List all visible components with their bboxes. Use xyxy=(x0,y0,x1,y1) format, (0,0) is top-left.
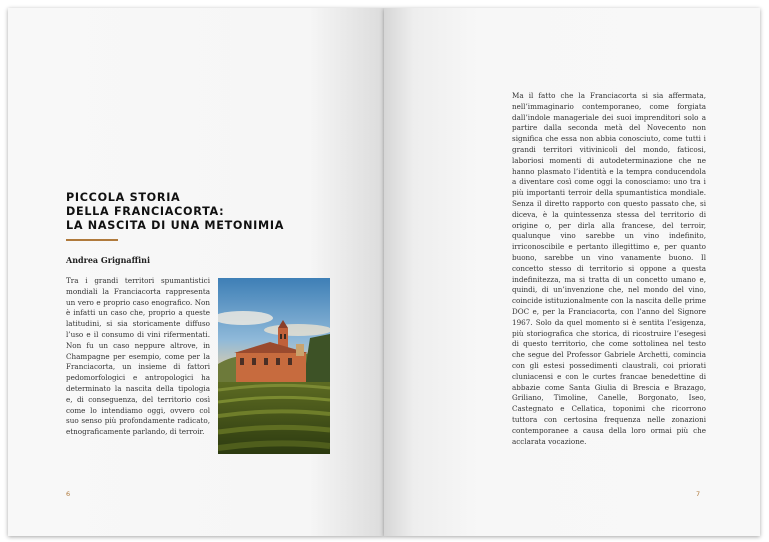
chapter-title-line: DELLA FRANCIACORTA: xyxy=(66,205,225,218)
left-page xyxy=(8,8,384,536)
chapter-title-line: LA NASCITA DI UNA METONIMIA xyxy=(66,219,285,232)
page-number-left: 6 xyxy=(66,490,71,498)
landscape-photo-icon xyxy=(218,278,330,454)
title-divider xyxy=(66,239,118,241)
book-spread xyxy=(8,8,760,536)
chapter-title-line: PICCOLA STORIA xyxy=(66,191,181,204)
chapter-author: Andrea Grignaffini xyxy=(66,255,151,265)
chapter-title xyxy=(66,191,366,233)
page-number-right: 7 xyxy=(696,490,701,498)
right-body-text: Ma il fatto che la Franciacorta si sia affermata, nell’immaginario contemporaneo, come forgiata dall’indole manageriale dei suoi imprenditori solo a partire dalla seconda metà del Novecento non significa che essa non abbia conosciuto, come tutti i grandi territori vitivinicoli del mondo, faticosi, laboriosi momenti di autodeterminazione che ne hanno plasmato l’identità e la tempra conducendola a diventare così come oggi la conosciamo: uno tra i più importanti terroir della spumantistica mondiale. Senza il diretto rapporto con questo passato che, si diceva, è la quintessenza stessa del territorio di origine o, per dirla alla francese, del terroir, qualunque vino sarebbe un vino indefinito, irriconoscibile e pertanto illegittimo e, per quanto buono, sarebbe un vino vanamente buono. Il concetto stesso di territorio si oppone a questa indefinitezza, ma si tratta di un concetto umano e, quindi, di un’invenzione che, nel mondo del vino, coincide istituzionalmente con la nascita delle prime DOC e, per la Franciacorta, con l’anno del Signore 1967. Solo da quel momento si è sentita l’esigenza, più storiografica che storica, di ricostruire l’esegesi di questo territorio, che come sottolinea nel testo che segue del Professor Gabriele Archetti, comincia con gli estesi possedimenti claustrali, coi priorati cluniacensi e con le curtes francae benedettine di abbazie come Santa Giulia di Brescia e Brazago, Griliano, Timoline, Canelle, Borgonato, Iseo, Castegnato e Cellatica, toponimi che ricorrono tuttora con certosina frequenza nelle zonazioni contemporanee a causa della loro ormai più che acclarata vocazione. xyxy=(512,91,706,446)
left-body-text: Tra i grandi territori spumantistici mondiali la Franciacorta rappresenta un vero e proprio caso enografico. Non è infatti un caso che, proprio a queste latitudini, si sia storicamente diffuso l’uso e il consumo di vini rifermentati. Non fu un caso neppure altrove, in Champagne per esempio, come per la Franciacorta, un insieme di fattori pedomorfologici e antropologici ha determinato la nascita della tipologia e, di conseguenza, del territorio così come lo intendiamo oggi, ovvero col suo senso più profondamente radicato, etnograficamente parlando, di terroir. xyxy=(66,276,210,437)
right-page xyxy=(384,8,760,536)
